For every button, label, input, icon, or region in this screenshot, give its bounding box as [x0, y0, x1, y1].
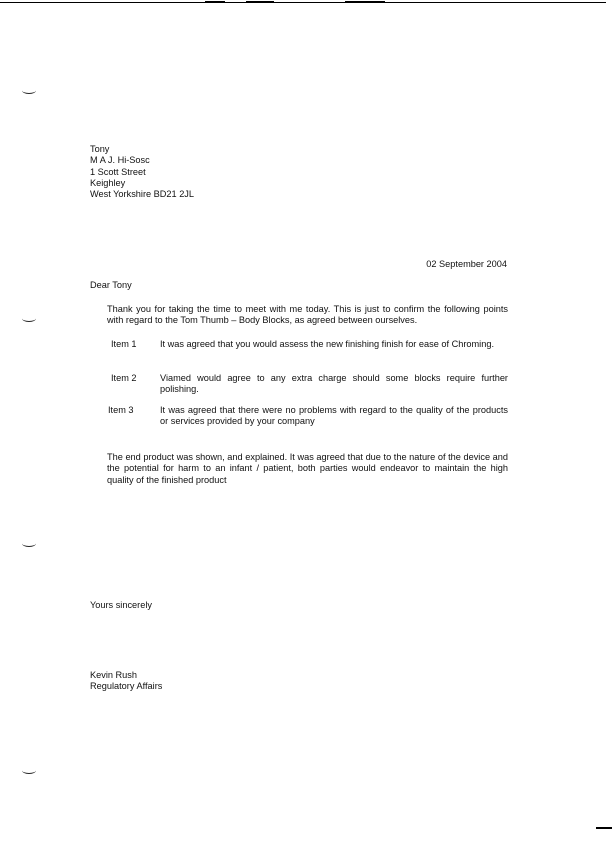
intro-paragraph: Thank you for taking the time to meet with me today. This is just to confirm the following points with regard to the Tom Thumb – Body Blocks, as agreed between ourselves.: [107, 304, 508, 326]
item-text: It was agreed that you would assess the new finishing finish for ease of Chroming.: [160, 339, 494, 349]
punch-hole-mark: [22, 87, 36, 94]
address-line: M A J. Hi-Sosc: [90, 155, 150, 166]
closing-paragraph: The end product was shown, and explained. It was agreed that due to the nature of the device and the potential for harm to an infant / patient, both parties would endeavor to maintain the high quality of the finished product: [107, 452, 508, 485]
scan-edge-line: [0, 2, 606, 3]
signatory-name: Kevin Rush: [90, 670, 137, 680]
scan-artifact: [246, 1, 274, 3]
scan-artifact: [345, 1, 385, 3]
signoff: Yours sincerely: [90, 600, 152, 610]
address-line: Tony: [90, 144, 110, 154]
punch-hole-mark: [22, 315, 36, 322]
item-label: Item 3: [108, 405, 134, 415]
salutation: Dear Tony: [90, 280, 132, 290]
scan-artifact: [205, 1, 225, 3]
punch-hole-mark: [22, 540, 36, 547]
address-line: Keighley: [90, 177, 126, 188]
scan-artifact: [596, 827, 612, 829]
address-line: West Yorkshire BD21 2JL: [90, 189, 195, 200]
signatory-title: Regulatory Affairs: [90, 681, 163, 692]
item-label: Item 1: [111, 339, 137, 349]
letter-date: 02 September 2004: [426, 259, 507, 269]
address-line: 1 Scott Street: [90, 166, 146, 177]
signatory: [90, 670, 162, 693]
item-text: It was agreed that there were no problems with regard to the quality of the products or services provided by your company: [160, 405, 508, 427]
recipient-address: [90, 144, 194, 200]
item-text: Viamed would agree to any extra charge should some blocks require further polishing.: [160, 373, 508, 395]
punch-hole-mark: [22, 767, 36, 774]
item-label: Item 2: [111, 373, 137, 383]
